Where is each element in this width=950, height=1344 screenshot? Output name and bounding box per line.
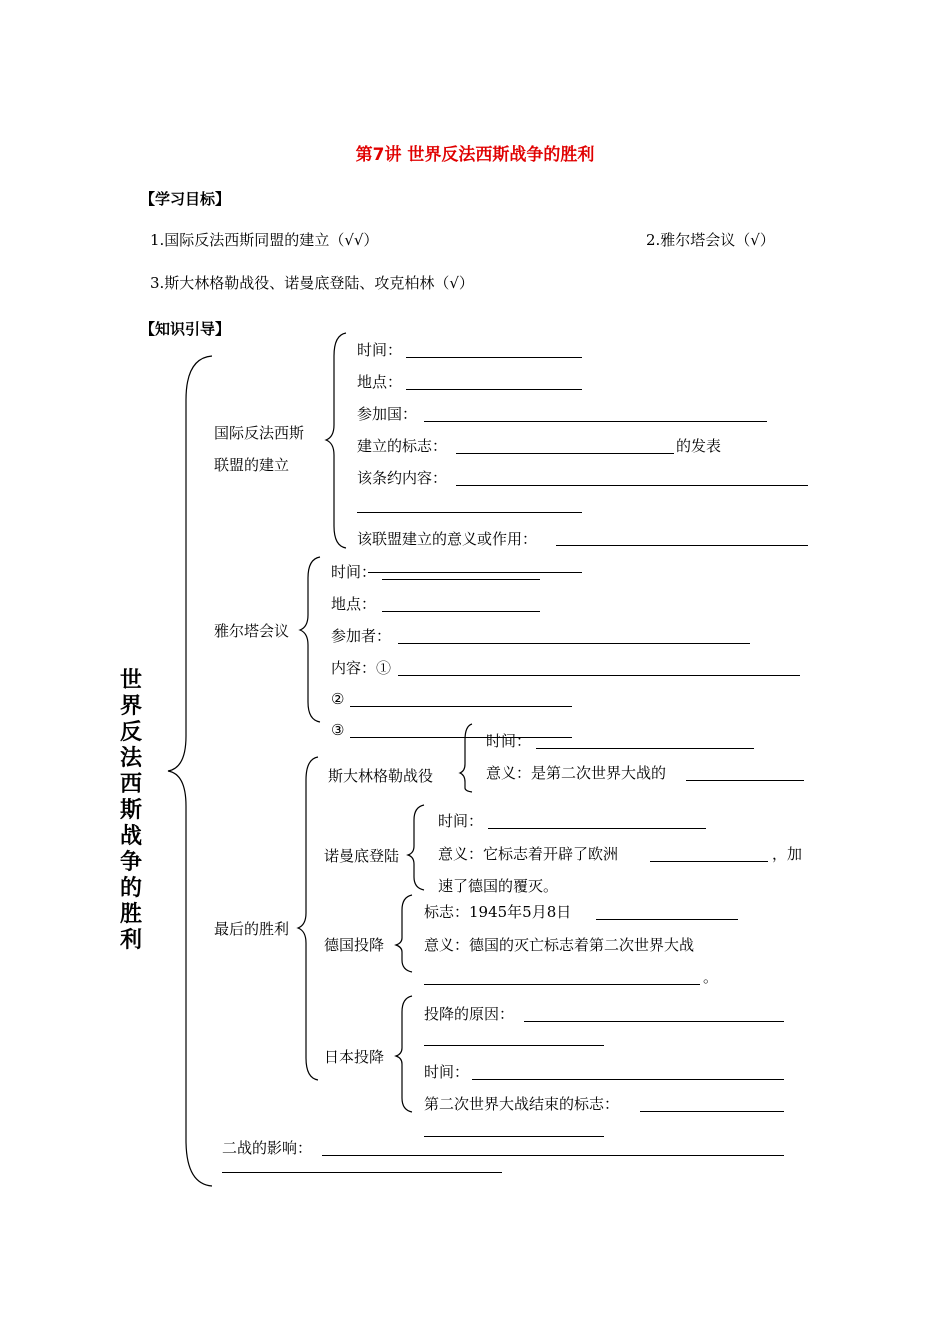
germany-meaning-label: 意义：德国的灭亡标志着第二次世界大战 bbox=[424, 936, 695, 954]
normandy-time-blank[interactable] bbox=[488, 828, 706, 829]
yalta-place-label: 地点： bbox=[331, 595, 377, 613]
alliance-place-blank[interactable] bbox=[406, 389, 582, 390]
yalta-item3-label: ③ bbox=[331, 721, 345, 739]
yalta-item2-blank[interactable] bbox=[350, 706, 572, 707]
alliance-content-blank-2[interactable] bbox=[357, 512, 582, 513]
germany-sign-blank[interactable] bbox=[596, 919, 738, 920]
alliance-countries-blank[interactable] bbox=[424, 421, 767, 422]
impact-blank-2[interactable] bbox=[222, 1172, 502, 1173]
japan-time-label: 时间： bbox=[424, 1063, 470, 1081]
alliance-countries-label: 参加国： bbox=[357, 405, 418, 423]
final-victory-brace bbox=[298, 757, 318, 1080]
impact-blank-1[interactable] bbox=[322, 1155, 784, 1156]
objectives-heading: 【学习目标】 bbox=[140, 190, 231, 208]
normandy-meaning-cont: 速了德国的覆灭。 bbox=[438, 877, 559, 895]
alliance-content-blank-1[interactable] bbox=[456, 485, 808, 486]
yalta-content-label: 内容：① bbox=[331, 659, 392, 677]
impact-label: 二战的影响： bbox=[222, 1139, 313, 1157]
germany-brace bbox=[396, 895, 412, 972]
alliance-sign-suffix: 的发表 bbox=[676, 437, 722, 455]
alliance-meaning-label: 该联盟建立的意义或作用： bbox=[357, 530, 538, 548]
normandy-brace bbox=[408, 805, 424, 890]
root-label-text: 世界反法西斯战争的胜利 bbox=[119, 668, 142, 953]
japan-reason-blank-1[interactable] bbox=[524, 1021, 784, 1022]
yalta-time-blank[interactable] bbox=[382, 579, 540, 580]
yalta-participants-label: 参加者： bbox=[331, 627, 392, 645]
alliance-sign-label: 建立的标志： bbox=[357, 437, 448, 455]
normandy-label: 诺曼底登陆 bbox=[324, 847, 400, 865]
yalta-item3-blank[interactable] bbox=[350, 737, 572, 738]
alliance-time-blank[interactable] bbox=[406, 357, 582, 358]
yalta-label: 雅尔塔会议 bbox=[214, 622, 290, 640]
germany-sign-label: 标志：1945年5月8日 bbox=[424, 903, 572, 921]
alliance-brace bbox=[326, 333, 346, 548]
japan-end-sign-blank-2[interactable] bbox=[424, 1136, 604, 1137]
objective-2: 2.雅尔塔会议（√） bbox=[646, 231, 775, 249]
germany-meaning-end: 。 bbox=[703, 968, 719, 986]
alliance-content-label: 该条约内容： bbox=[357, 469, 448, 487]
guide-heading: 【知识引导】 bbox=[140, 320, 231, 338]
japan-end-sign-label: 第二次世界大战结束的标志： bbox=[424, 1095, 620, 1113]
alliance-label-line1: 国际反法西斯 bbox=[214, 424, 305, 442]
yalta-place-blank[interactable] bbox=[382, 611, 540, 612]
stalingrad-brace bbox=[460, 724, 472, 792]
page-title: 第7讲 世界反法西斯战争的胜利 bbox=[355, 145, 595, 165]
germany-label: 德国投降 bbox=[324, 936, 385, 954]
yalta-strike-line bbox=[368, 572, 582, 573]
normandy-meaning-blank[interactable] bbox=[650, 861, 768, 862]
root-label bbox=[118, 668, 144, 954]
normandy-meaning-label: 意义：它标志着开辟了欧洲 bbox=[438, 845, 619, 863]
alliance-sign-blank[interactable] bbox=[456, 453, 674, 454]
normandy-time-label: 时间： bbox=[438, 812, 484, 830]
japan-end-sign-blank-1[interactable] bbox=[640, 1111, 784, 1112]
stalingrad-meaning-label: 意义：是第二次世界大战的 bbox=[486, 764, 667, 782]
yalta-participants-blank[interactable] bbox=[398, 643, 750, 644]
stalingrad-time-blank[interactable] bbox=[536, 748, 754, 749]
yalta-time-label: 时间： bbox=[331, 563, 377, 581]
japan-brace bbox=[396, 996, 412, 1112]
alliance-place-label: 地点： bbox=[357, 373, 403, 391]
japan-reason-label: 投降的原因： bbox=[424, 1005, 515, 1023]
root-brace bbox=[168, 356, 212, 1186]
objective-3: 3.斯大林格勒战役、诺曼底登陆、攻克柏林（√） bbox=[150, 274, 474, 292]
alliance-time-label: 时间： bbox=[357, 341, 403, 359]
yalta-brace bbox=[300, 557, 320, 722]
yalta-item2-label: ② bbox=[331, 690, 345, 708]
stalingrad-label: 斯大林格勒战役 bbox=[328, 767, 434, 785]
japan-reason-blank-2[interactable] bbox=[424, 1045, 604, 1046]
japan-time-blank[interactable] bbox=[472, 1079, 784, 1080]
japan-label: 日本投降 bbox=[324, 1048, 385, 1066]
normandy-meaning-suffix: ，加 bbox=[772, 845, 803, 863]
final-victory-label: 最后的胜利 bbox=[214, 920, 290, 938]
stalingrad-meaning-blank[interactable] bbox=[686, 780, 804, 781]
yalta-content-blank-1[interactable] bbox=[398, 675, 800, 676]
alliance-meaning-blank[interactable] bbox=[556, 545, 808, 546]
stalingrad-time-label: 时间： bbox=[486, 732, 532, 750]
objective-1: 1.国际反法西斯同盟的建立（√√） bbox=[150, 231, 379, 249]
germany-meaning-blank[interactable] bbox=[424, 984, 700, 985]
alliance-label-line2: 联盟的建立 bbox=[214, 456, 290, 474]
